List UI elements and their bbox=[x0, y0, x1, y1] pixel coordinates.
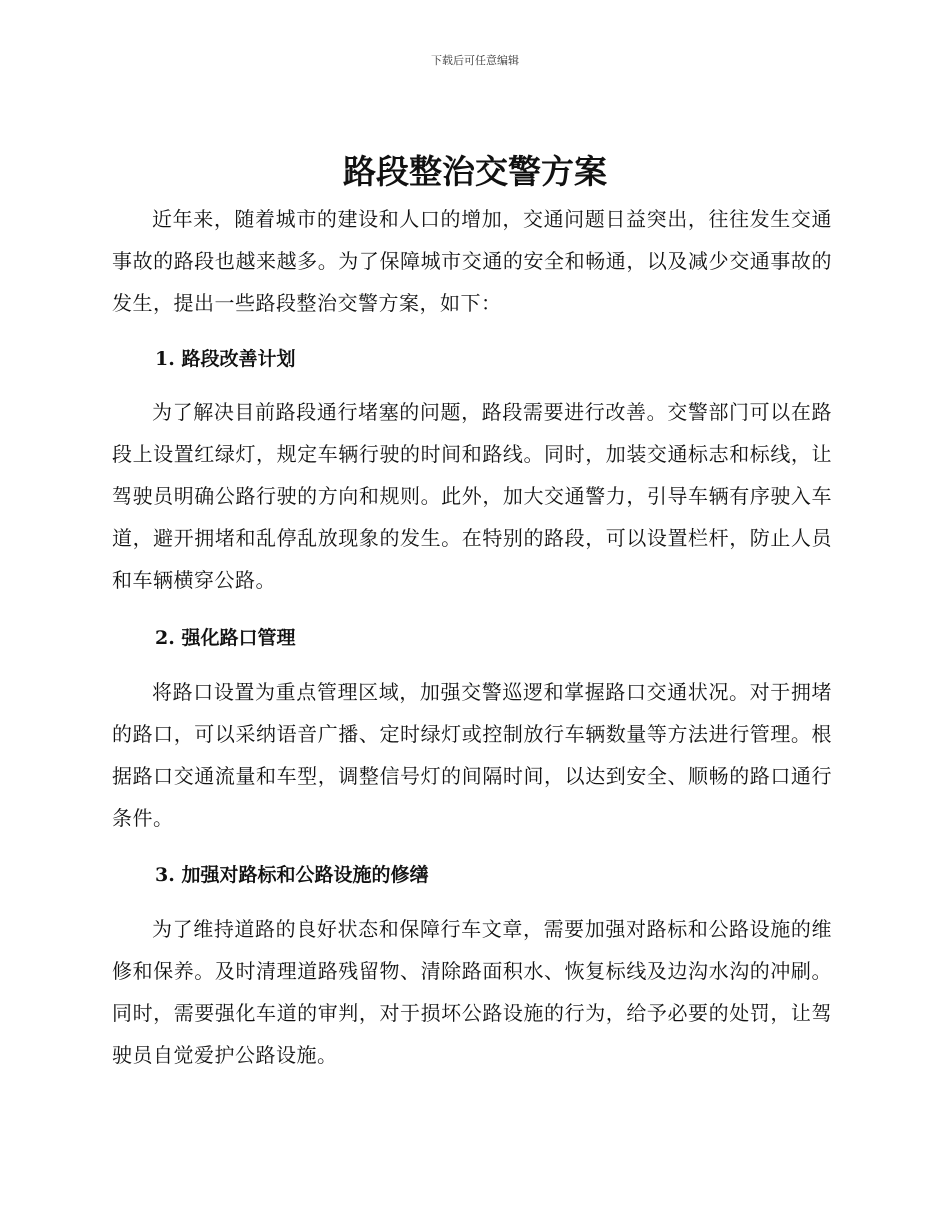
section-heading-3: 3. 加强对路标和公路设施的修缮 bbox=[155, 864, 429, 886]
section-heading-1: 1. 路段改善计划 bbox=[155, 348, 296, 370]
section-body-3: 为了维持道路的良好状态和保障行车文章，需要加强对路标和公路设施的维修和保养。及时清理道路残留物、清除路面积水、恢复标线及边沟水沟的冲刷。同时，需要强化车道的审判，对于损坏公路设施的行为，给予必要的处罚，让驾驶员自觉爱护公路设施。 bbox=[112, 917, 832, 1067]
intro-paragraph: 近年来，随着城市的建设和人口的增加，交通问题日益突出，往往发生交通事故的路段也越来越多。为了保障城市交通的安全和畅通，以及减少交通事故的发生，提出一些路段整治交警方案，如下： bbox=[112, 207, 832, 315]
section-body-1: 为了解决目前路段通行堵塞的问题，路段需要进行改善。交警部门可以在路段上设置红绿灯，规定车辆行驶的时间和路线。同时，加装交通标志和标线，让驾驶员明确公路行驶的方向和规则。此外，加大交通警力，引导车辆有序驶入车道，避开拥堵和乱停乱放现象的发生。在特别的路段，可以设置栏杆，防止人员和车辆横穿公路。 bbox=[112, 400, 832, 592]
section-body-2: 将路口设置为重点管理区域，加强交警巡逻和掌握路口交通状况。对于拥堵的路口，可以采纳语音广播、定时绿灯或控制放行车辆数量等方法进行管理。根据路口交通流量和车型，调整信号灯的间隔时间，以达到安全、顺畅的路口通行条件。 bbox=[112, 680, 832, 830]
document-title: 路段整治交警方案 bbox=[343, 152, 607, 191]
header-note: 下载后可任意编辑 bbox=[431, 54, 519, 67]
section-heading-2: 2. 强化路口管理 bbox=[155, 627, 296, 649]
